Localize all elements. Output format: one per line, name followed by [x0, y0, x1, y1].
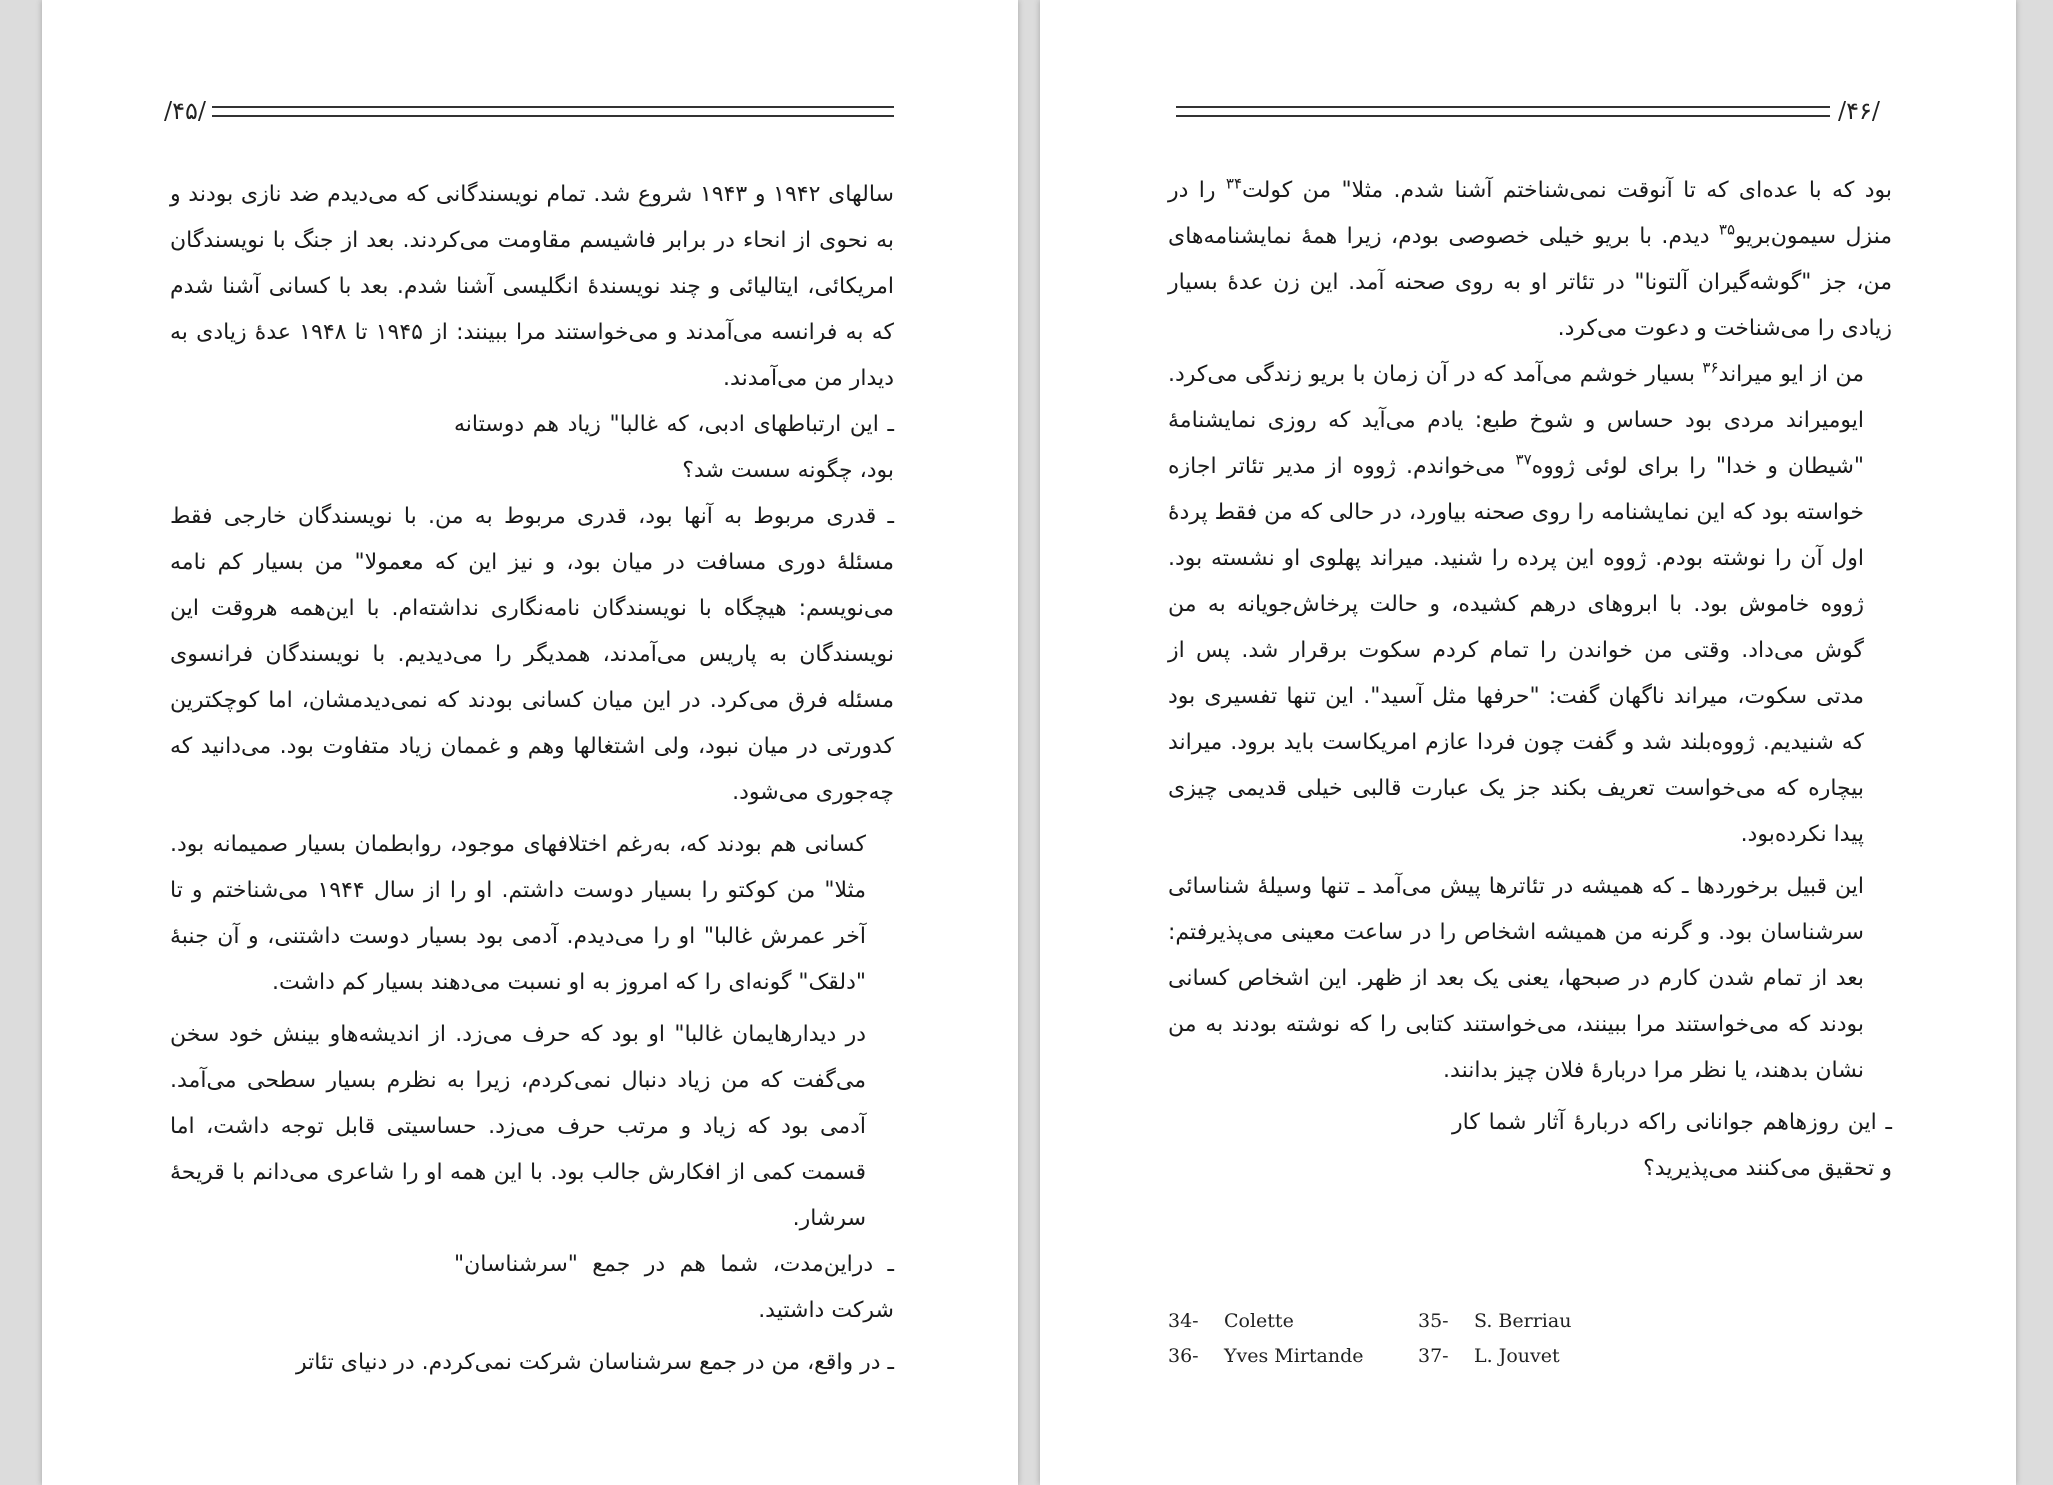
text-run: بود که با عده‌ای که تا آنوقت نمی‌شناختم آشنا شدم. مثلا" من کولت	[1242, 178, 1892, 203]
paragraph	[1168, 168, 1892, 352]
footnote-ref: ۳۶	[1702, 358, 1719, 377]
footnote-36: 36- Yves Mirtande	[1168, 1345, 1364, 1367]
text-run: می‌خواندم. ژووه از مدیر تئاتر اجازه خواسته بود که این نمایشنامه را روی صحنه بیاورد، در حالی که من فقط پردهٔ اول آن را نوشته بودم. ژووه این پرده را شنید. میراند پهلوی او نشسته بود. ژووه خاموش بود. با ابروهای درهم کشیده، و حالت پرخاش‌جویانه به من گوش می‌داد. وقتی من خواندن را تمام کردم سکوت برقرار شد. پس از مدتی سکوت، میراند ناگهان گفت: "حرفها مثل آسید". این تنها تفسیری بود که شنیدیم. ژووه‌بلند شد و گفت چون فردا عازم امریکاست باید برود. میراند بیچاره که می‌خواست تعریف بکند جز یک عبارت قالبی خیلی قدیمی چیزی پیدا نکرده‌بود.	[1168, 454, 1864, 847]
text-run: من از ایو میراند	[1718, 362, 1864, 387]
answer: ـ در واقع، من در جمع سرشناسان شرکت نمی‌کردم. در دنیای تئاتر	[296, 1350, 894, 1375]
footnote-ref: ۳۴	[1225, 174, 1243, 193]
answer: ـ قدری مربوط به آنها بود، قدری مربوط به من. با نویسندگان خارجی فقط مسئلهٔ دوری مسافت در میان بود، و نیز این که معمولا" من بسیار کم نامه می‌نویسم: هیچگاه با نویسندگان نامه‌نگاری نداشته‌ام. با این‌همه هروقت این نویسندگان به پاریس می‌آمدند، همدیگر را می‌دیدیم. با نویسندگان فرانسوی مسئله فرق می‌کرد. در این میان کسانی بودند که نمی‌دیدمشان، اما کوچکترین کدورتی در میان نبود، ولی اشتغالها وهم و غممان زیاد متفاوت بود. می‌دانید که چه‌جوری می‌شود.	[170, 504, 894, 805]
paragraph: این قبیل برخوردها ـ که همیشه در تئاترها پیش می‌آمد ـ تنها وسیلهٔ شناسائی سرشناسان بود. و گرنه من همیشه اشخاص را در ساعت معینی می‌پذیرفتم: بعد از تمام شدن کارم در صبحها، یعنی یک بعد از ظهر. این اشخاص کسانی بودند که می‌خواستند مرا ببینند، می‌خواستند کتابی را که نوشته بودند به من نشان بدهند، یا نظر مرا دربارهٔ فلان چیز بدانند.	[1168, 874, 1864, 1083]
right-page-number: /۴۶/	[1838, 97, 1880, 125]
right-page-header	[1176, 96, 1880, 126]
footnote-ref: ۳۷	[1515, 450, 1532, 469]
footnote-37: 37- L. Jouvet	[1418, 1345, 1560, 1367]
header-rule	[212, 106, 894, 117]
right-page	[1040, 0, 2016, 1485]
header-rule	[1176, 106, 1830, 117]
left-page-body	[170, 172, 894, 1386]
question: ـ این روزهاهم جوانانی راکه دربارهٔ آثار شما کار و تحقیق می‌کنند می‌پذیرید؟	[1452, 1110, 1892, 1181]
paragraph	[1168, 352, 1892, 858]
text-run: بسیار خوشم می‌آمد که در آن زمان با بریو زندگی می‌کرد. ایومیراند مردی بود حساس و شوخ طبع: یادم می‌آید که روزی نمایشنامهٔ "شیطان و خدا" را برای لوئی ژووه	[1168, 362, 1864, 479]
paragraph: در دیدارهایمان غالبا" او بود که حرف می‌زد. از اندیشه‌هاو بینش خود سخن می‌گفت که من زیاد دنبال نمی‌کردم، زیرا به نظرم بسیار سطحی می‌آمد. آدمی بود که زیاد و مرتب حرف می‌زد. حساسیتی قابل توجه داشت، اما قسمت کمی از افکارش جالب بود. با این همه او را شاعری می‌دانم با قریحهٔ سرشار.	[170, 1022, 866, 1231]
left-page	[42, 0, 1018, 1485]
question: ـ دراین‌مدت، شما هم در جمع "سرشناسان" شرکت داشتید.	[454, 1252, 894, 1323]
paragraph: کسانی هم بودند که، به‌رغم اختلافهای موجود، روابطمان بسیار صمیمانه بود. مثلا" من کوکتو را بسیار دوست داشتم. او را از سال ۱۹۴۴ می‌شناختم و تا آخر عمرش غالبا" او را می‌دیدم. آدمی بود بسیار دوست داشتنی، و آن جنبهٔ "دلقک" گونه‌ای را که امروز به او نسبت می‌دهند بسیار کم داشت.	[170, 832, 866, 995]
question: ـ این ارتباطهای ادبی، که غالبا" زیاد هم دوستانه بود، چگونه سست شد؟	[454, 412, 894, 483]
text-run: دیدم. با بریو خیلی خصوصی بودم، زیرا همهٔ نمایشنامه‌های من، جز "گوشه‌گیران آلتونا" در تئاتر او به روی صحنه آمد. این زن عدهٔ بسیار زیادی را می‌شناخت و دعوت می‌کرد.	[1168, 224, 1892, 341]
text-run: را در منزل سیمون‌بریو	[1168, 178, 1893, 249]
footnotes	[1168, 1304, 1628, 1374]
footnote-34: 34- Colette	[1168, 1310, 1294, 1332]
footnote-35: 35- S. Berriau	[1418, 1310, 1572, 1332]
right-page-body	[1168, 168, 1892, 1192]
left-page-number: /۴۵/	[164, 97, 206, 125]
left-page-header	[164, 96, 894, 126]
footnote-ref: ۳۵	[1718, 220, 1736, 239]
paragraph: سالهای ۱۹۴۲ و ۱۹۴۳ شروع شد. تمام نویسندگانی که می‌دیدم ضد نازی بودند و به نحوی از انحاء در برابر فاشیسم مقاومت می‌کردند. بعد از جنگ با نویسندگان امریکائی، ایتالیائی و چند نویسندهٔ انگلیسی آشنا شدم. بعد با کسانی آشنا شدم که به فرانسه می‌آمدند و می‌خواستند مرا ببینند: از ۱۹۴۵ تا ۱۹۴۸ عدهٔ زیادی به دیدار من می‌آمدند.	[170, 182, 895, 391]
